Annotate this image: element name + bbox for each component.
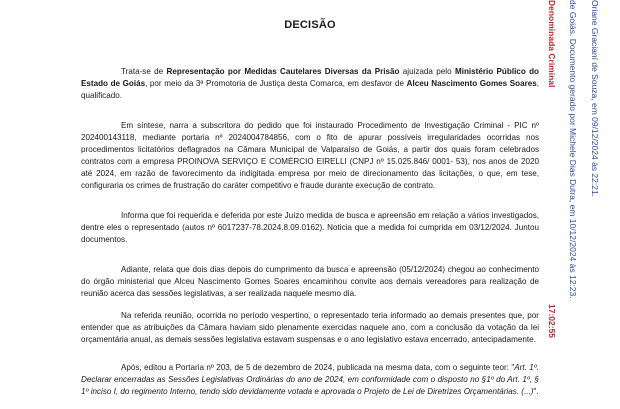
emphasis-text: Representação por Medidas Cautelares Diversas da Prisão [166,67,400,76]
paragraph-text [81,310,539,346]
document-title: DECISÃO [284,19,336,31]
text-run: Informa que foi requerida e deferida por este Juízo medida de busca e apreensão em relação a vários investigados, dentre eles o representado (autos nº 6017237-78.2024.8.09.0162). Noticia que a medida foi cumprida em 03/12/2024. Juntou documentos. [81,211,539,244]
text-run: Na referida reunião, ocorrida no período vespertino, o representado teria informado ao demais presentes que, por entender que as atribuições da Câmara haviam sido plenamente exercidas naquele ano, com a conclusão da votação da lei orçamentária anual, as demais sessões legislativa estavam suspensas e o ano legislativo estava encerrado, antecipadamente. [81,311,539,344]
paragraph-ordinance [81,362,539,398]
text-run: Adiante, relata que dois dias depois do cumprimento da busca e apreensão (05/12/2024) chegou ao conhecimento do órgão ministerial que Alceu Nascimento Gomes Soares encaminhou convite aos demais vereadores para realização de reunião acerca das sessões legislativas, a ser realizada naquele mesmo dia. [81,265,539,298]
paragraph-text [81,210,539,246]
text-run: Após, editou a Portaria nº 203, de 5 de dezembro de 2024, publicada na mesma data, com o seguinte teor: " [121,363,515,372]
signature-line-text: Oriane Gracianí de Souza, em 09/12/2024 às 22:21. [590,0,600,198]
paragraph-text [81,264,539,300]
text-run: ajuizada pelo [399,67,455,76]
text-run: Trata-se de [121,67,167,76]
side-stamp-label: Denominada Criminal [547,0,557,88]
side-stamp-time: 17:02:55 [547,304,557,339]
signature-line-1 [566,0,580,409]
signature-line-2 [588,0,602,409]
text-run: , por meio da 3ª Promotoria de Justiça desta Comarca, em desfavor de [145,79,407,88]
paragraph-summary [81,120,539,192]
paragraph-text [81,362,539,398]
paragraph-intro [81,66,539,102]
side-stamp [545,0,559,409]
paragraph-meeting [81,310,539,346]
signature-line-text: de Goiás. Documento gerado por Michele Dias Dutra, em 10/12/2024 às 12:23. [568,0,578,299]
text-run: ". [533,387,539,396]
paragraph-text [81,120,539,192]
text-run: Em síntese, narra a subscritora do pedido que foi instaurado Procedimento de Investigação Criminal - PIC nº 202400143118, mediante portaria nº 2024004784856, com o fito de apurar possíveis irregularidades ocorridas nos procedimentos licitatórios deflagrados na Câmara Municipal de Valparaíso de Goiás, a partir dos quais foram celebrados contratos com a empresa PROINOVA SERVIÇO E COMÉRCIO EIRELLI (CNPJ nº 15.025.846/ 0001- 53), nos anos de 2020 até 2024, em razão de favorecimento da indigitada empresa por meio de direcionamento das licitações, o que, em tese, configuraria os crimes de frustração do caráter competitivo e fraude durante execução de contrato. [81,121,539,190]
quoted-text: Art. 1º. Declarar encerradas as Sessões Legislativas Ordinárias do ano de 2024, em conformidade com o disposto no §1º do Art. 1º, § 1º inciso I, do regimento Interno, tendo sido devidamente votada e aprovada o Projeto de Lei de Diretrizes Orçamentárias. (...) [81,363,539,396]
emphasis-text: Ministério Público do Estado de Goiás [81,67,539,88]
paragraph-text [81,66,539,102]
paragraph-meeting-invite [81,264,539,300]
paragraph-search-warrant [81,210,539,246]
text-run: , qualificado. [81,79,539,100]
emphasis-text: Alceu Nascimento Gomes Soares [406,79,537,88]
